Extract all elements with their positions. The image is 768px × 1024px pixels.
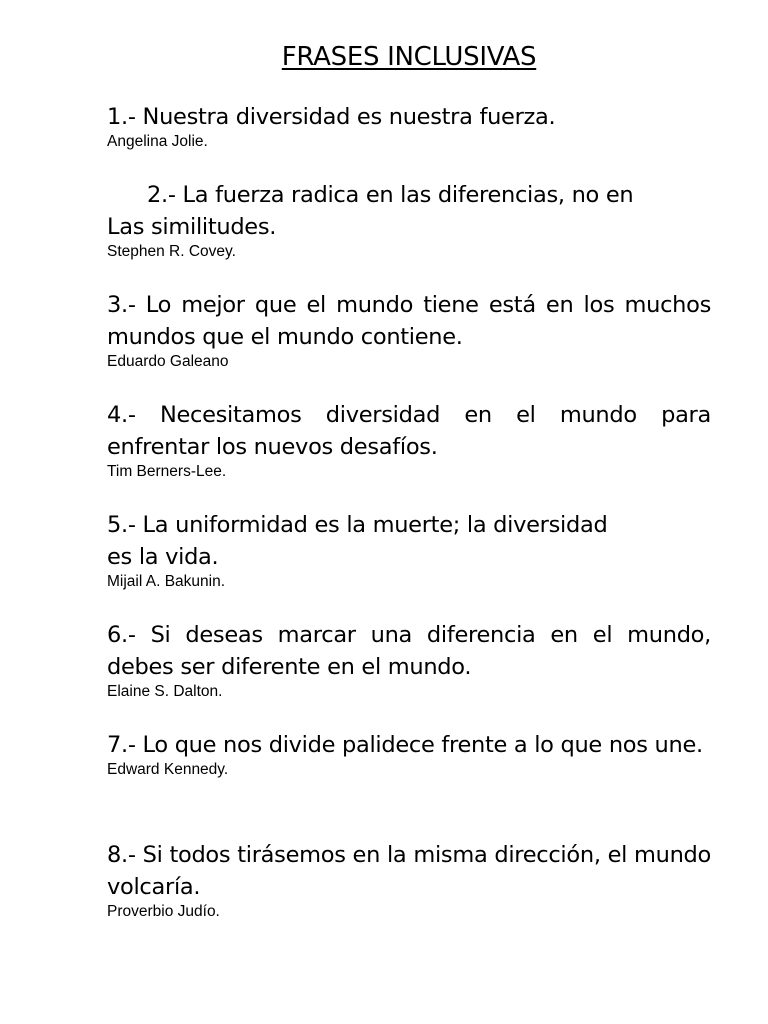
quote-line: 5.- La uniformidad es la muerte; la diversidad — [107, 512, 608, 538]
quote-item — [107, 619, 711, 701]
quote-author: Eduardo Galeano — [107, 353, 229, 370]
quote-text — [107, 101, 711, 133]
quote-item — [107, 839, 711, 921]
quote-item — [107, 399, 711, 481]
quote-author: Edward Kennedy. — [107, 761, 229, 778]
quote-author: Stephen R. Covey. — [107, 243, 236, 260]
quote-line: 1.- Nuestra diversidad es nuestra fuerza. — [107, 104, 556, 130]
quote-text — [107, 509, 711, 573]
quote-author: Angelina Jolie. — [107, 133, 208, 150]
quote-line: 2.- La fuerza radica en las diferencias, no en — [147, 182, 634, 208]
quote-text: 7.- Lo que nos divide palidece frente a lo que nos une. — [107, 732, 703, 758]
quote-line: es la vida. — [107, 544, 219, 570]
quote-author: Mijail A. Bakunin. — [107, 573, 226, 590]
quote-text — [107, 179, 711, 243]
quote-text: 4.- Necesitamos diversidad en el mundo para enfrentar los nuevos desafíos. — [107, 402, 711, 460]
quote-item — [107, 179, 711, 261]
quote-item — [107, 509, 711, 591]
quote-author: Proverbio Judío. — [107, 903, 220, 920]
quote-line: Las similitudes. — [107, 214, 277, 240]
quote-author: Elaine S. Dalton. — [107, 683, 223, 700]
quote-text: 3.- Lo mejor que el mundo tiene está en los muchos mundos que el mundo contiene. — [107, 292, 711, 350]
quote-author: Tim Berners-Lee. — [107, 463, 227, 480]
quote-text: 8.- Si todos tirásemos en la misma dirección, el mundo volcaría. — [107, 842, 711, 900]
quote-item — [107, 289, 711, 371]
quote-item — [107, 729, 711, 779]
quote-text: 6.- Si deseas marcar una diferencia en el mundo, debes ser diferente en el mundo. — [107, 622, 711, 680]
page-title: FRASES INCLUSIVAS — [281, 42, 537, 72]
quote-item — [107, 101, 711, 151]
